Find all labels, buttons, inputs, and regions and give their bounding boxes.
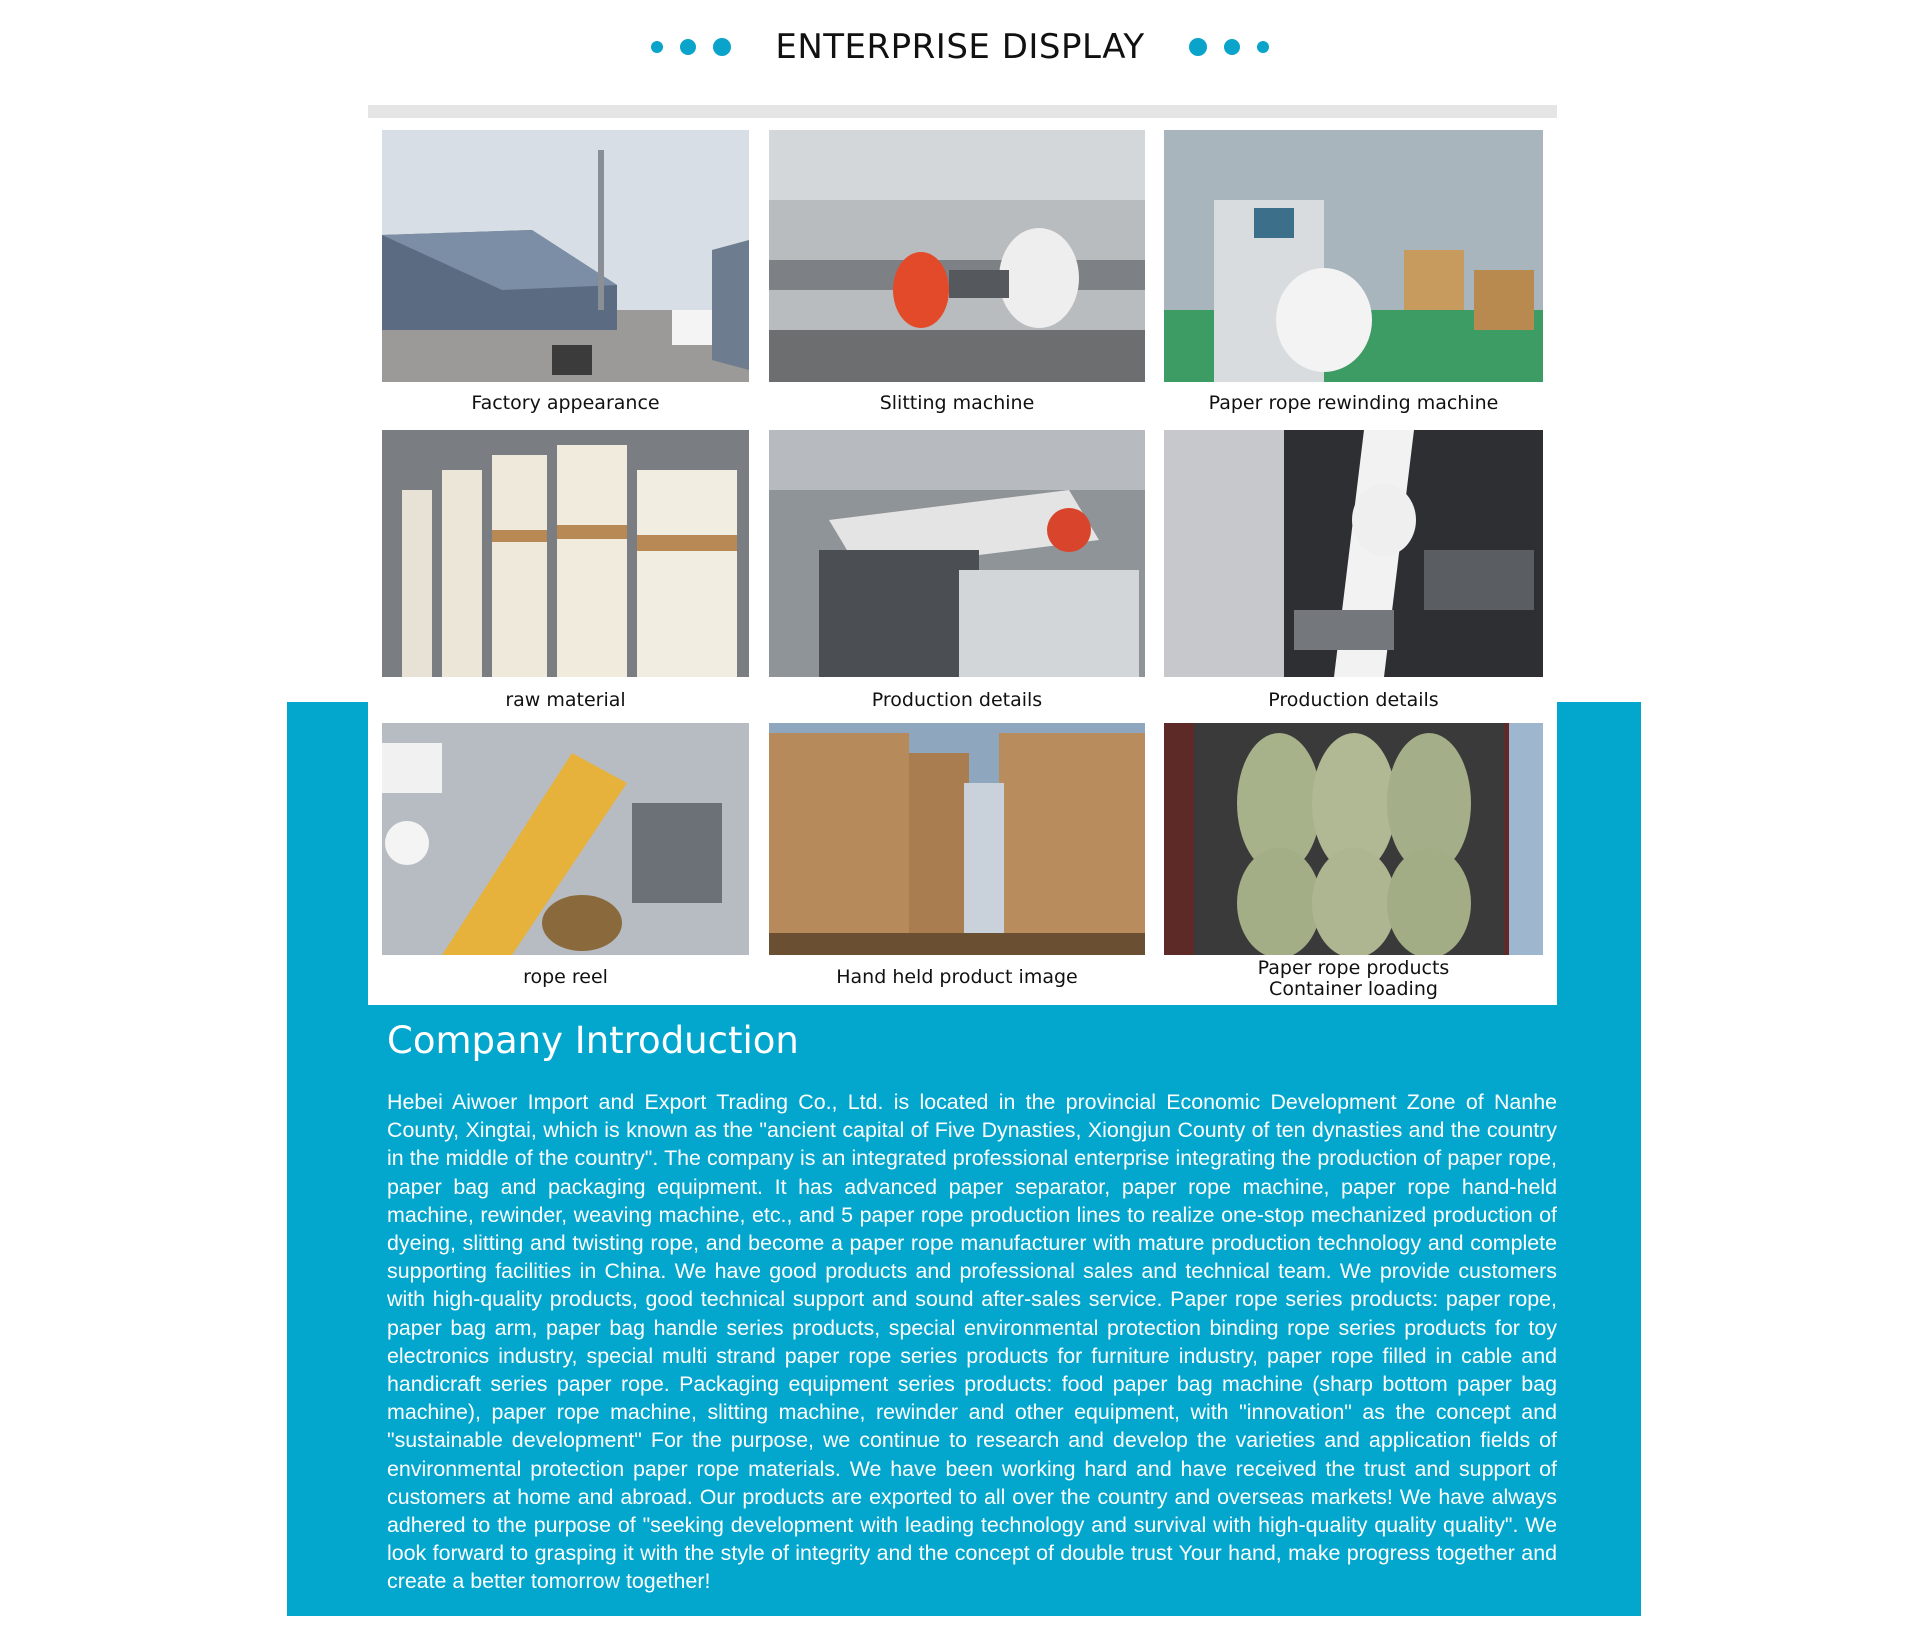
intro-body: Hebei Aiwoer Import and Export Trading Co., Ltd. is located in the provincial Economic Development Zone of Nanhe County, Xingtai, which is known as the "ancient capital of Five Dynasties, Xiongjun County of ten dynasties and the country in the middle of the country". The company is an integrated professional enterprise integrating the production of paper rope, paper bag and packaging equipment. It has advanced paper separator, paper rope machine, paper rope hand-held machine, rewinder, weaving machine, etc., and 5 paper rope production lines to realize one-stop mechanized production of dyeing, slitting and twisting rope, and become a paper rope manufacturer with mature production technology and complete supporting facilities in China. We have good products and professional sales and technical team. We provide customers with high-quality products, good technical support and sound after-sales service. Paper rope series products: paper rope, paper bag arm, paper bag handle series products, special environmental protection binding rope series products for toy electronics industry, special multi strand paper rope series products for furniture industry, paper rope filled in cable and handicraft series paper rope. Packaging equipment series products: food paper bag machine (sharp bottom paper bag machine), paper rope machine, slitting machine, rewinder and other equipment, with "innovation" as the concept and "sustainable development" For the purpose, we continue to research and develop the varieties and application fields of environmental protection paper rope materials. We have been working hard and have received the trust and support of customers at home and abroad. Our products are exported to all over the country and overseas markets! We have always adhered to the purpose of "seeking development with leading technology and survival with high-quality quality quality". We look forward to grasping it with the style of integrity and the concept of double trust Your hand, make progress together and create a better tomorrow together! [387,1090,1557,1594]
factory-building-photo [382,130,749,382]
gallery-card [368,105,1557,1005]
gallery-caption: Production details [1268,689,1439,711]
dot-icon [1189,38,1207,56]
gallery-caption: Production details [871,689,1043,711]
card-top-bar [368,105,1557,118]
container-loading-photo [1164,723,1543,955]
production-line-photo [769,430,1145,677]
gallery-caption: Factory appearance [471,392,660,414]
decorative-dots-left [651,38,731,56]
rewinding-machine-photo [1164,130,1543,382]
dot-icon [713,38,731,56]
gallery-item-raw-material[interactable] [382,430,749,720]
gallery-caption-line2: Container loading [1269,978,1438,1000]
dot-icon [1224,39,1240,55]
machine-closeup-photo [1164,430,1543,677]
gallery-item-production-2[interactable] [1164,430,1543,720]
gallery-caption: raw material [505,689,626,711]
paper-rolls-photo [382,430,749,677]
gallery-caption-line1: Paper rope products [1257,957,1450,979]
decorative-dots-right [1189,38,1269,56]
dot-icon [680,39,696,55]
gallery-item-hand-held[interactable] [769,723,1145,1005]
gallery-caption: Slitting machine [879,392,1035,414]
gallery-caption: Hand held product image [836,966,1078,988]
gallery-item-rewinding[interactable] [1164,130,1543,422]
dot-icon [1257,41,1269,53]
rope-reel-photo [382,723,749,955]
gallery-caption: Paper rope rewinding machine [1208,392,1499,414]
section-header [0,22,1920,72]
intro-title: Company Introduction [387,1019,799,1062]
gallery-caption: rope reel [523,966,608,988]
carton-boxes-photo [769,723,1145,955]
dot-icon [651,41,663,53]
gallery-item-production-1[interactable] [769,430,1145,720]
gallery-item-rope-reel[interactable] [382,723,749,1005]
gallery-item-factory[interactable] [382,130,749,422]
gallery-item-container-loading[interactable] [1164,723,1543,1005]
section-title: ENTERPRISE DISPLAY [775,27,1145,67]
gallery-item-slitting[interactable] [769,130,1145,422]
slitting-machine-photo [769,130,1145,382]
